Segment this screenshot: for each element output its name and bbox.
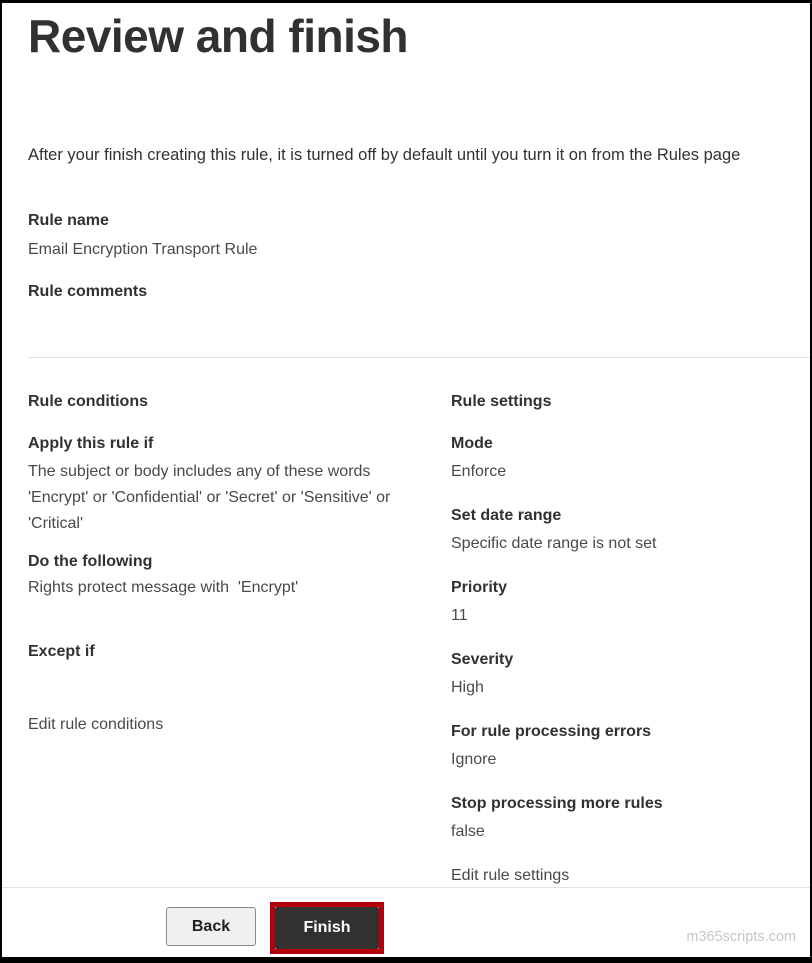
set-date-range-label: Set date range (451, 507, 562, 524)
do-the-following-label: Do the following (28, 553, 153, 570)
severity-value: High (451, 679, 484, 696)
priority-label: Priority (451, 579, 508, 596)
apply-this-rule-if-value: The subject or body includes any of these words 'Encrypt' or 'Confidential' or 'Secret' or 'Sensitive' or 'Critical' (28, 463, 395, 532)
mode-value: Enforce (451, 463, 507, 480)
rule-name-value: Email Encryption Transport Rule (28, 241, 258, 258)
do-the-following-value: Rights protect message with 'Encrypt' (28, 579, 299, 596)
rule-conditions-section (28, 391, 403, 736)
edit-rule-settings-link[interactable]: Edit rule settings (451, 867, 570, 884)
rule-processing-errors-value: Ignore (451, 751, 497, 768)
rule-settings-section (451, 391, 791, 887)
stop-processing-more-rules-label: Stop processing more rules (451, 795, 663, 812)
page-description: After your finish creating this rule, it is turned off by default until you turn it on from the Rules page (28, 146, 741, 164)
rule-name-label: Rule name (28, 212, 109, 229)
set-date-range-value: Specific date range is not set (451, 535, 657, 552)
page-title: Review and finish (28, 10, 409, 62)
apply-this-rule-if-label: Apply this rule if (28, 435, 154, 452)
footer-divider (2, 887, 810, 888)
finish-highlight-annotation (270, 902, 384, 954)
severity-label: Severity (451, 651, 514, 668)
watermark: m365scripts.com (686, 929, 796, 945)
rule-comments-label: Rule comments (28, 283, 148, 300)
back-button[interactable]: Back (166, 907, 256, 946)
except-if-value (28, 667, 403, 689)
priority-value: 11 (451, 607, 468, 624)
rule-settings-heading: Rule settings (451, 393, 552, 410)
stop-processing-more-rules-value: false (451, 823, 485, 840)
rule-processing-errors-label: For rule processing errors (451, 723, 652, 740)
except-if-label: Except if (28, 643, 95, 660)
rule-conditions-heading: Rule conditions (28, 393, 148, 410)
finish-button[interactable]: Finish (275, 907, 379, 949)
edit-rule-conditions-link[interactable]: Edit rule conditions (28, 716, 164, 733)
section-divider (28, 357, 810, 358)
mode-label: Mode (451, 435, 493, 452)
